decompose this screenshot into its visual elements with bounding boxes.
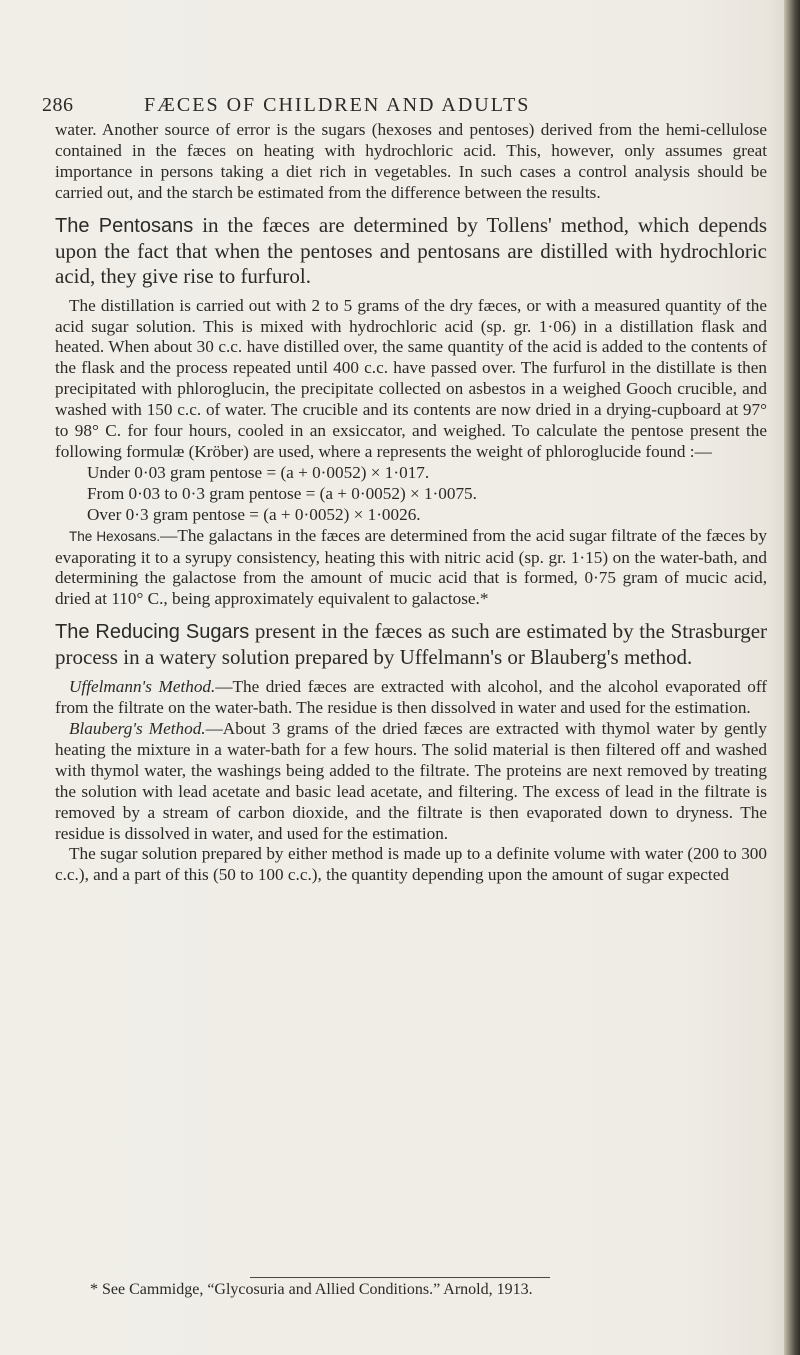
paragraph-sugar-solution: The sugar solution prepared by either method is made up to a definite volume with water (200 to 300 c.c.), and a part of this (50 to 100 c.c.), the quantity depending upon the amount of sugar expected xyxy=(55,844,767,885)
page-edge-shadow xyxy=(784,0,800,1355)
paragraph-distillation: The distillation is carried out with 2 to 5 grams of the dry fæces, or with a measured quantity of the acid sugar solution. This is mixed with hydrochloric acid (sp. gr. 1·06) in a distillation flask and heated. When about 30 c.c. have distilled over, the same quantity of the acid is added to the contents of the flask and the process repeated until 400 c.c. have passed over. The furfurol in the distillate is then precipitated with phloroglucin, the precipitate collected on asbestos in a weighed Gooch crucible, and washed with 150 c.c. of water. The crucible and its contents are now dried in a drying-cupboard at 97° to 98° C. for four hours, cooled in an exsiccator, and weighed. To calculate the pentose present the following formulæ (Kröber) are used, where a represents the weight of phloroglucide found :— xyxy=(55,295,767,461)
blauberg-text: —About 3 grams of the dried fæces are extracted with thymol water by gently heating the mixture in a water-bath for a few hours. The solid material is then filtered off and washed with thymol water, the washings being added to the filtrate. The proteins are next removed by treating the solution with lead acetate and basic lead acetate, and filtering. The excess of lead in the filtrate is removed by a stream of carbon dioxide, and the filtrate is then evaporated down to dryness. The residue is dissolved in water, and used for the estimation. xyxy=(55,719,767,843)
formula-from: From 0·03 to 0·3 gram pentose = (a + 0·0052) × 1·0075. xyxy=(87,483,477,503)
footnote: * See Cammidge, “Glycosuria and Allied Conditions.” Arnold, 1913. xyxy=(90,1281,533,1298)
reducing-sugars-heading: The Reducing Sugars xyxy=(55,621,250,644)
page-body xyxy=(55,120,767,886)
footnote-rule xyxy=(250,1277,550,1278)
running-title: FÆCES OF CHILDREN AND ADULTS xyxy=(144,94,531,116)
paragraph-reducing-sugars-intro xyxy=(55,619,767,670)
paragraph-hexosans xyxy=(55,526,767,611)
pentosans-lead-text: in the fæces are determined by Tollens' method, which depends upon the fact that when the pentoses and pentosans are distilled with hydrochloric acid, they give rise to furfurol. xyxy=(55,212,768,288)
uffelmann-text: —The dried fæces are extracted with alcohol, and the alcohol evaporated off from the filtrate on the water-bath. The residue is then dissolved in water and used for the estimation. xyxy=(55,677,767,718)
paragraph-uffelmann xyxy=(55,677,767,719)
hexosans-heading: The Hexosans. xyxy=(69,528,161,544)
reducing-sugars-lead-text: present in the fæces as such are estimated by the Strasburger process in a watery solution prepared by Uffelmann's or Blauberg's method. xyxy=(55,619,768,670)
formula-over: Over 0·3 gram pentose = (a + 0·0052) × 1·0026. xyxy=(87,504,421,524)
pentosans-heading: The Pentosans xyxy=(55,214,194,237)
paragraph-blauberg xyxy=(55,719,767,844)
uffelmann-heading: Uffelmann's Method. xyxy=(69,677,216,697)
blauberg-heading: Blauberg's Method. xyxy=(69,719,206,739)
paragraph-pentosans-intro xyxy=(55,213,767,289)
paragraph-starch-errors: water. Another source of error is the sugars (hexoses and pentoses) derived from the hemi-cellulose contained in the fæces on heating with hydrochloric acid. This, however, only assumes great importance in persons taking a diet rich in vegetables. In such cases a control analysis should be carried out, and the starch be estimated from the difference between the results. xyxy=(55,120,767,202)
page-number: 286 xyxy=(42,94,74,116)
hexosans-text: —The galactans in the fæces are determined from the acid sugar filtrate of the fæces by evaporating it to a syrupy consistency, heating this with nitric acid (sp. gr. 1·15) on the water-bath, and determining the galactose from the amount of mucic acid that is formed, 0·75 gram of mucic acid, dried at 110° C., being approximately equivalent to galactose.* xyxy=(55,525,767,609)
formula-under: Under 0·03 gram pentose = (a + 0·0052) × 1·017. xyxy=(87,462,430,482)
